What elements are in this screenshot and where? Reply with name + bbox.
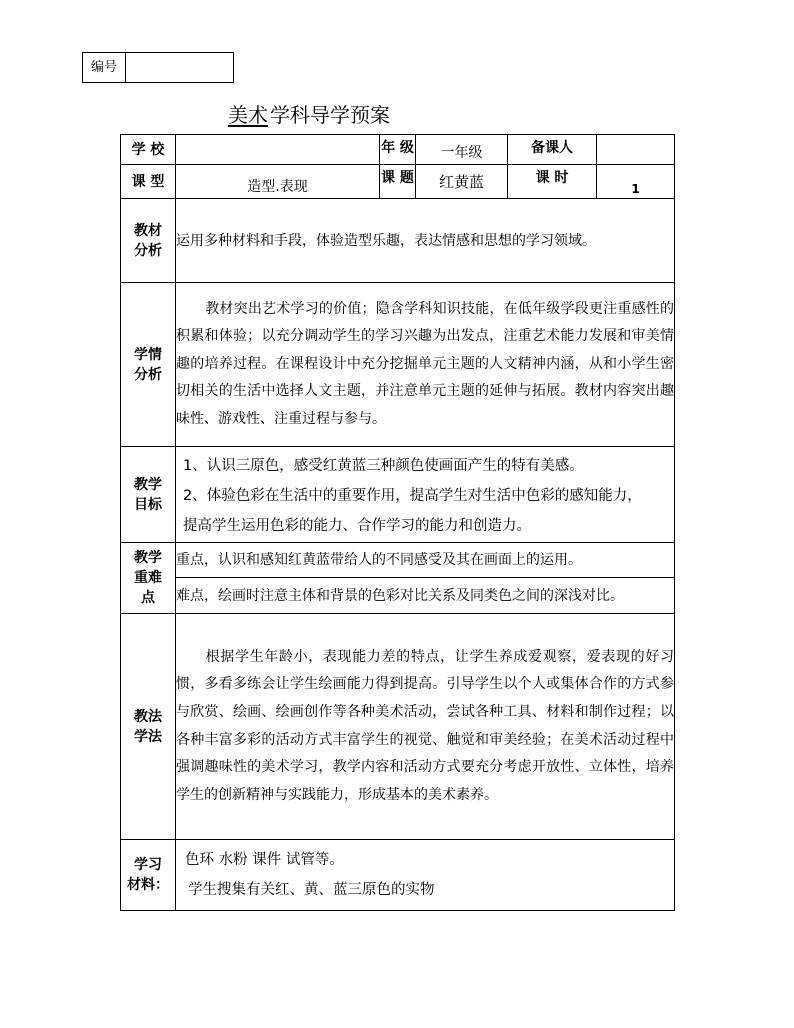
materials-line-2: 学生搜集有关红、黄、蓝三原色的实物 [188,882,435,898]
goals-line-2: 2、体验色彩在生活中的重要作用，提高学生对生活中色彩的感知能力， [183,488,642,504]
material-analysis-text: 运用多种材料和手段，体验造型乐趣，表达情感和思想的学习领域。 [176,199,675,283]
period-value: 1 [597,165,675,199]
school-label: 学 校 [121,135,176,165]
topic-label: 课 题 [380,165,416,199]
materials-label-1: 学习 [134,857,162,873]
info-row-2 [121,165,675,199]
preparer-value [597,135,675,165]
materials-label-2: 材料： [127,877,169,893]
methods-label-2: 学法 [134,728,162,745]
methods-text: 根据学生年龄小，表现能力差的特点，让学生养成爱观察，爱表现的好习惯，多看多练会让学生绘画能力得到提高。引导学生以个人或集体合作的方式参与欣赏、绘画、绘画创作等各种美术活动，尝试各种工具、材料和制作过程；以各种丰富多彩的活动方式丰富学生的视觉、触觉和审美经验；在美术活动过程中强调趣味性的美术学习，教学内容和活动方式要充分考虑开放性、立体性，培养学生的创新精神与实践能力，形成基本的美术素养。 [176,648,674,803]
focus-text: 重点，认识和感知红黄蓝带给人的不同感受及其在画面上的运用。 [176,543,675,578]
page-title [220,101,390,129]
section-goals [121,447,675,543]
type-value: 造型.表现 [176,165,380,199]
section-methods [121,614,675,840]
key-points-label-1: 教学 [134,550,162,566]
learning-analysis-text: 教材突出艺术学习的价值；隐含学科知识技能，在低年级学段更注重感性的积累和体验；以充分调动学生的学习兴趣为出发点，注重艺术能力发展和审美情趣的培养过程。在课程设计中充分挖掘单元主题的人文精神内涵，从和小学生密切相关的生活中选择人文主题，并注意单元主题的延伸与拓展。教材内容突出趣味性、游戏性、注重过程与参与。 [176,300,674,427]
section-focus [121,543,675,578]
goals-label-1: 教学 [134,476,162,493]
learning-analysis-label-1: 学情 [134,346,162,363]
goals-line-1: 1、认识三原色，感受红黄蓝三种颜色使画面产生的特有美感。 [183,458,584,474]
materials-line-1: 色环 水粉 课件 试管等。 [185,852,344,868]
section-learning-analysis [121,283,675,447]
grade-label: 年 级 [380,135,416,165]
material-analysis-label-1: 教材 [134,222,162,239]
title-rest: 学科导学预案 [270,103,390,127]
section-material-analysis [121,199,675,283]
key-points-label-2: 重难 [134,570,162,586]
lesson-plan-table [120,134,675,911]
section-difficulty [121,578,675,614]
number-box [82,52,234,83]
period-label: 课 时 [508,165,597,199]
goals-line-3: 提高学生运用色彩的能力、合作学习的能力和创造力。 [183,518,531,534]
topic-value: 红黄蓝 [416,165,508,199]
school-value [176,135,380,165]
type-label: 课 型 [121,165,176,199]
title-subject: 美术 [228,103,268,127]
methods-label-1: 教法 [134,708,162,725]
section-materials [121,840,675,911]
goals-label-2: 目标 [134,496,162,513]
material-analysis-label-2: 分析 [134,242,162,259]
number-label: 编号 [83,53,126,82]
key-points-label-3: 点 [141,590,155,606]
grade-value: 一年级 [416,135,508,165]
learning-analysis-label-2: 分析 [134,366,162,383]
info-row-1 [121,135,675,165]
difficulty-text: 难点，绘画时注意主体和背景的色彩对比关系及同类色之间的深浅对比。 [176,578,675,614]
preparer-label: 备课人 [508,135,597,165]
